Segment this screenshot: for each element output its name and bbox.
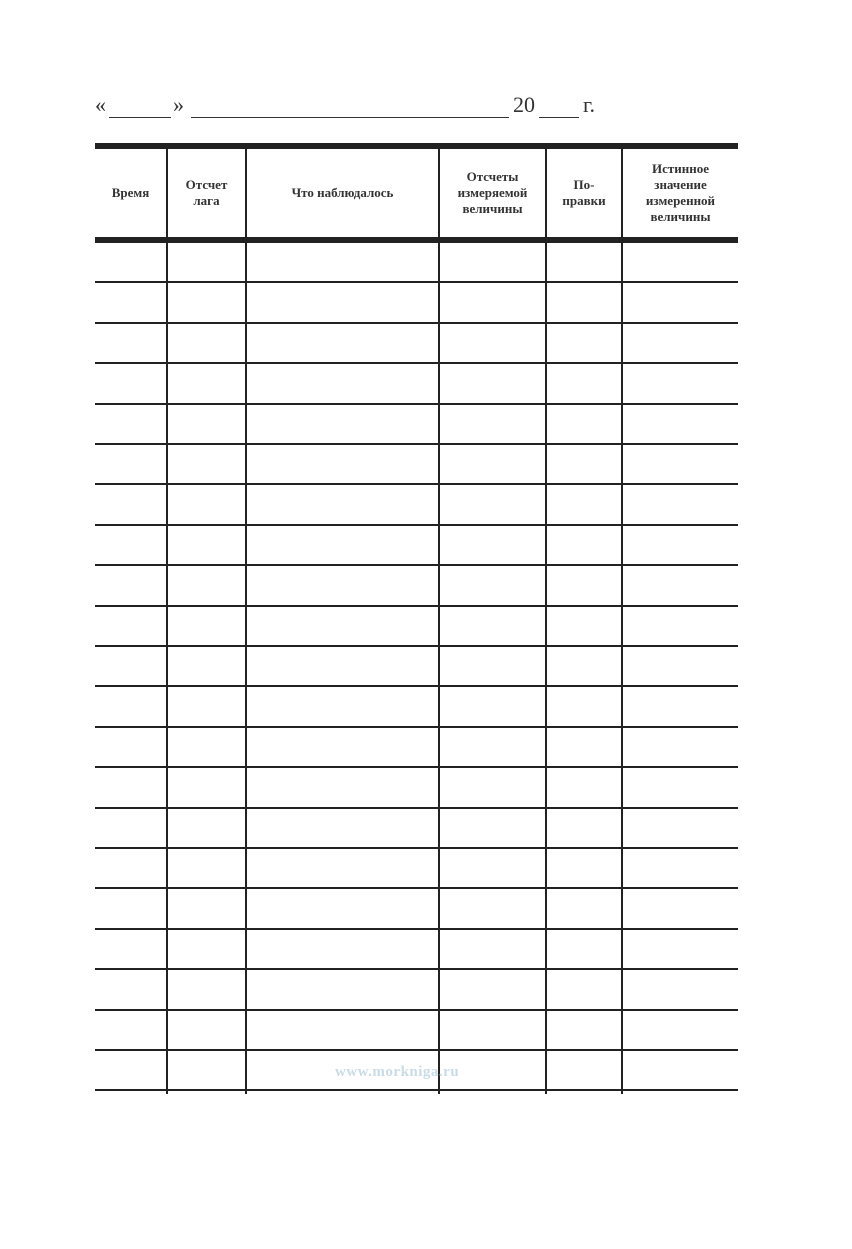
column-header-corrections: По- правки — [562, 177, 606, 208]
column-header-observed: Что наблюдалось — [291, 185, 394, 200]
month-blank-field[interactable] — [191, 117, 509, 118]
date-quote-open: « — [95, 92, 106, 117]
date-quote-close: » — [173, 92, 184, 117]
column-header-measured-readings: Отсчеты измеряемой величины — [457, 169, 528, 216]
table-row[interactable] — [95, 526, 738, 564]
column-header-time: Время — [111, 185, 150, 200]
table-row[interactable] — [95, 566, 738, 604]
table-row[interactable] — [95, 728, 738, 766]
table-row[interactable] — [95, 1011, 738, 1049]
row-rule — [95, 1089, 738, 1091]
table-row[interactable] — [95, 687, 738, 725]
table-row[interactable] — [95, 768, 738, 806]
table-row[interactable] — [95, 607, 738, 645]
year-blank-field[interactable] — [539, 117, 579, 118]
year-suffix: г. — [583, 92, 596, 117]
table-row[interactable] — [95, 405, 738, 443]
table-row[interactable] — [95, 485, 738, 523]
column-header-true-value: Истинное значение измеренной величины — [645, 161, 716, 224]
day-blank-field[interactable] — [109, 117, 171, 118]
table-row[interactable] — [95, 243, 738, 281]
table-row[interactable] — [95, 647, 738, 685]
table-row[interactable] — [95, 809, 738, 847]
table-row[interactable] — [95, 889, 738, 927]
table-row[interactable] — [95, 364, 738, 402]
column-header-log-reading: Отсчет лага — [185, 177, 228, 208]
table-row[interactable] — [95, 970, 738, 1008]
table-row[interactable] — [95, 849, 738, 887]
table-row[interactable] — [95, 283, 738, 321]
table-row[interactable] — [95, 445, 738, 483]
table-row[interactable] — [95, 324, 738, 362]
watermark: www.morkniga.ru — [335, 1064, 460, 1080]
table-row[interactable] — [95, 930, 738, 968]
journal-table — [95, 143, 738, 1094]
date-line — [95, 92, 615, 124]
year-prefix: 20 — [513, 92, 535, 117]
